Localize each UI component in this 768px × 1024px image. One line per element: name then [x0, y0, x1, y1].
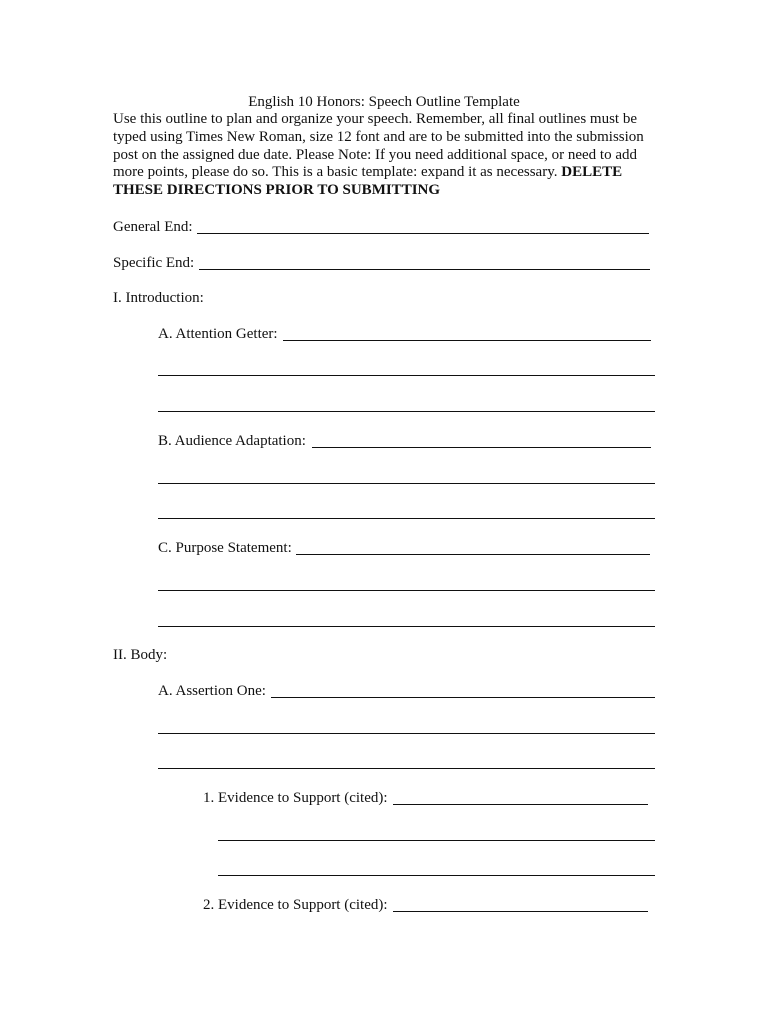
purpose-statement-line-2[interactable]	[158, 590, 655, 591]
evidence-1-line-3[interactable]	[218, 875, 655, 876]
purpose-statement-line-3[interactable]	[158, 626, 655, 627]
evidence-2-label: 2. Evidence to Support (cited):	[203, 897, 388, 913]
evidence-1-label: 1. Evidence to Support (cited):	[203, 790, 388, 806]
attention-getter-line-2[interactable]	[158, 375, 655, 376]
directions	[113, 111, 653, 200]
evidence-1-line-2[interactable]	[218, 840, 655, 841]
directions-bold: DELETE THESE DIRECTIONS PRIOR TO SUBMITTING	[113, 164, 623, 199]
assertion-one-line-2[interactable]	[158, 733, 655, 734]
introduction-heading: I. Introduction:	[113, 290, 204, 306]
assertion-one-blank[interactable]	[271, 697, 655, 698]
attention-getter-line-3[interactable]	[158, 411, 655, 412]
page-title: English 10 Honors: Speech Outline Template	[248, 94, 520, 110]
attention-getter-blank[interactable]	[283, 340, 651, 341]
attention-getter-label: A. Attention Getter:	[158, 326, 278, 342]
evidence-1-blank[interactable]	[393, 804, 648, 805]
audience-adaptation-line-3[interactable]	[158, 518, 655, 519]
audience-adaptation-blank[interactable]	[312, 447, 651, 448]
audience-adaptation-line-2[interactable]	[158, 483, 655, 484]
specific-end-label: Specific End:	[113, 255, 195, 271]
general-end-blank[interactable]	[197, 233, 649, 234]
purpose-statement-blank[interactable]	[296, 554, 650, 555]
audience-adaptation-label: B. Audience Adaptation:	[158, 433, 306, 449]
directions-text: Use this outline to plan and organize your speech. Remember, all final outlines must be typed using Times New Roman, size 12 font and are to be submitted into the submission post on the assigned due date. Please Note: If you need additional space, or need to add more points, please do so. This is a basic template: expand it as necessary.	[113, 111, 644, 181]
purpose-statement-label: C. Purpose Statement:	[158, 540, 292, 556]
evidence-2-blank[interactable]	[393, 911, 648, 912]
general-end-label: General End:	[113, 219, 193, 235]
assertion-one-line-3[interactable]	[158, 768, 655, 769]
specific-end-blank[interactable]	[199, 269, 650, 270]
body-heading: II. Body:	[113, 647, 168, 663]
assertion-one-label: A. Assertion One:	[158, 683, 266, 699]
